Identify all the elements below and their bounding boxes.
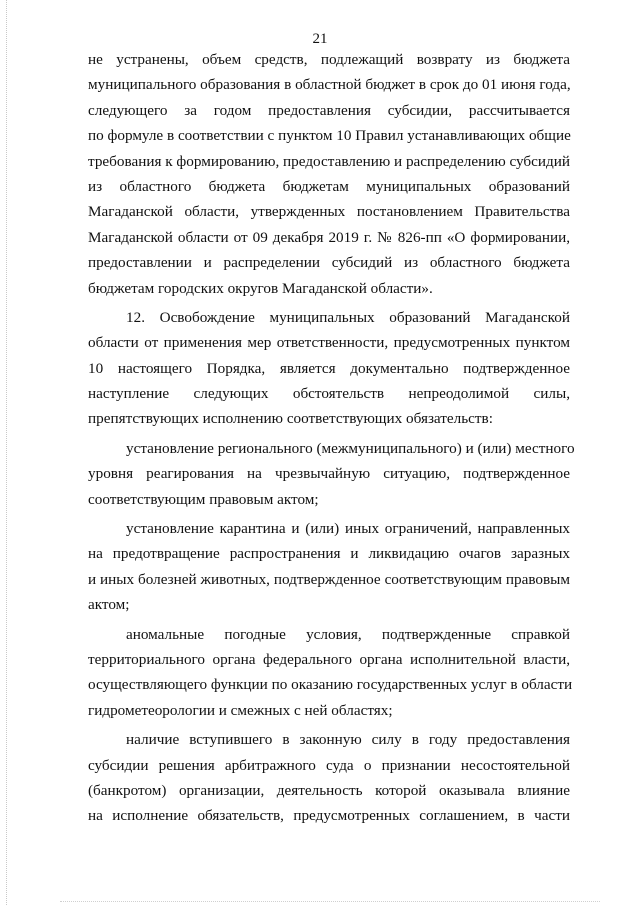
text-line: из областного бюджета бюджетам муниципальных образований: [88, 177, 570, 195]
paragraph: [88, 516, 570, 618]
text-line: требования к формированию, предоставлению и распределению субсидий: [88, 152, 570, 170]
text-line: наступление следующих обстоятельств непреодолимой силы,: [88, 385, 570, 403]
text-line: территориального органа федерального органа исполнительной власти,: [88, 650, 570, 668]
text-line: актом;: [88, 596, 130, 614]
paragraph: [88, 305, 570, 432]
scan-edge-marks: [0, 0, 7, 905]
text-line: бюджетам городских округов Магаданской области».: [88, 279, 433, 297]
text-line: осуществляющего функции по оказанию государственных услуг в области: [88, 676, 573, 694]
text-line: не устранены, объем средств, подлежащий возврату из бюджета: [88, 51, 570, 68]
paragraph: [88, 436, 575, 512]
text-line: 12. Освобождение муниципальных образований Магаданской: [126, 308, 570, 326]
text-line: соответствующим правовым актом;: [88, 490, 319, 508]
text-line: области от применения мер ответственности, предусмотренных пунктом: [88, 334, 570, 352]
document-body: [88, 47, 575, 833]
text-line: 10 настоящего Порядка, является документально подтвержденное: [88, 359, 570, 377]
text-line: Магаданской области от 09 декабря 2019 г. № 826-пп «О формировании,: [88, 228, 570, 246]
scan-bottom-marks: [60, 901, 600, 903]
text-line: по формуле в соответствии с пунктом 10 Правил устанавливающих общие: [88, 127, 571, 145]
paragraph: [88, 622, 573, 724]
text-line: субсидии решения арбитражного суда о признании несостоятельной: [88, 756, 570, 774]
text-line: установление карантина и (или) иных ограничений, направленных: [126, 520, 570, 538]
page-number: 21: [312, 31, 328, 47]
text-line: муниципального образования в областной бюджет в срок до 01 июня года,: [88, 76, 571, 94]
text-line: гидрометеорологии и смежных с ней областях;: [88, 701, 393, 719]
text-line: на предотвращение распространения и ликвидацию очагов заразных: [88, 545, 570, 563]
paragraph: [88, 47, 570, 301]
text-line: следующего за годом предоставления субсидии, рассчитывается: [88, 101, 570, 119]
text-line: (банкротом) организации, деятельность которой оказывала влияние: [88, 781, 570, 799]
text-line: наличие вступившего в законную силу в году предоставления: [126, 731, 570, 749]
text-line: и иных болезней животных, подтвержденное соответствующим правовым: [88, 570, 570, 588]
text-line: аномальные погодные условия, подтвержденные справкой: [126, 625, 570, 643]
text-line: установление регионального (межмуниципального) и (или) местного: [126, 439, 575, 457]
text-line: на исполнение обязательств, предусмотренных соглашением, в части: [88, 807, 570, 825]
text-line: препятствующих исполнению соответствующих обязательств:: [88, 410, 493, 428]
paragraph: [88, 727, 570, 829]
text-line: предоставлении и распределении субсидий из областного бюджета: [88, 254, 570, 272]
text-line: уровня реагирования на чрезвычайную ситуацию, подтвержденное: [88, 465, 570, 483]
text-line: Магаданской области, утвержденных постановлением Правительства: [88, 203, 570, 221]
